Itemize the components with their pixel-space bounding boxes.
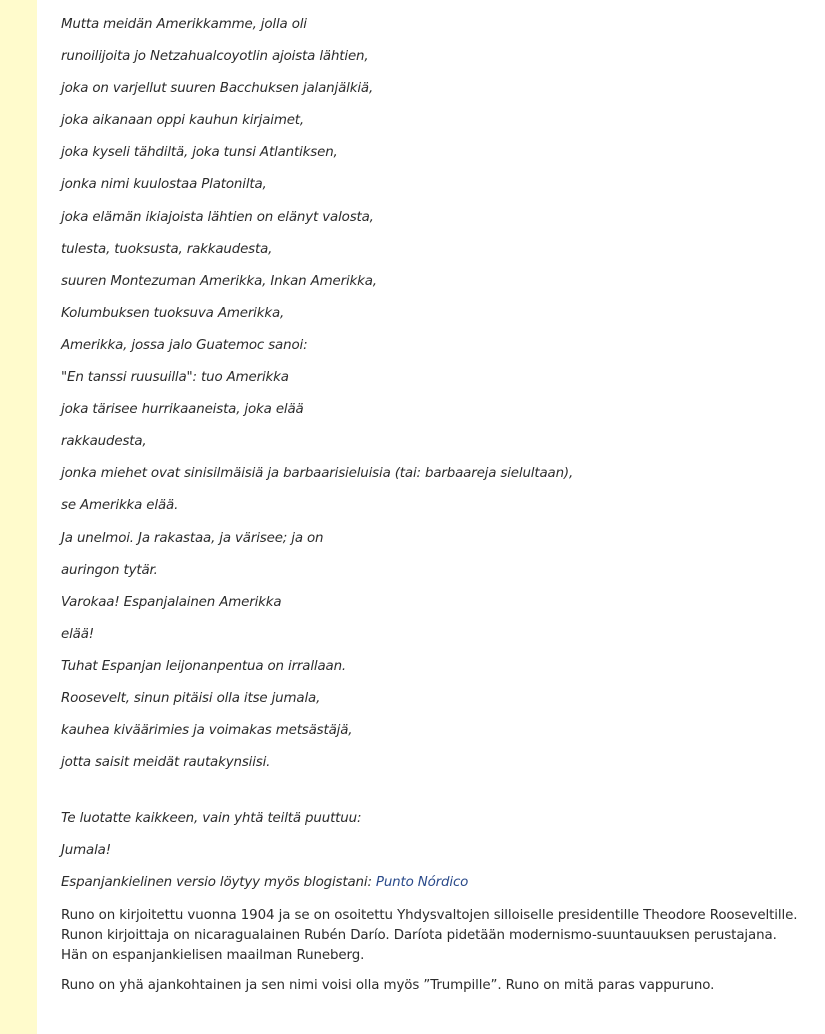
poem-line: jonka miehet ovat sinisilmäisiä ja barbaarisieluisia (tai: barbaareja sielultaan), [61, 466, 574, 482]
poem-line: Amerikka, jossa jalo Guatemoc sanoi: [61, 337, 308, 353]
poem-line: jotta saisit meidät rautakynsiisi. [61, 755, 271, 771]
poem-stanza-2 [61, 803, 801, 867]
poem-line: Varokaa! Espanjalainen Amerikka [61, 594, 282, 610]
poem-line: auringon tytär. [61, 562, 158, 578]
poem-line: "En tanssi ruusuilla": tuo Amerikka [61, 370, 289, 386]
poem-line: rakkaudesta, [61, 434, 147, 450]
poem-line: joka aikanaan oppi kauhun kirjaimet, [61, 113, 305, 129]
poem-line: Te luotatte kaikkeen, vain yhtä teiltä puuttuu: [61, 811, 362, 827]
poem-line: joka tärisee hurrikaaneista, joka elää [61, 402, 304, 418]
poem-line: jonka nimi kuulostaa Platonilta, [61, 177, 267, 193]
blog-note-text: Espanjankielinen versio löytyy myös blogistani: [61, 875, 376, 891]
poem-line: Tuhat Espanjan leijonanpentua on irrallaan. [61, 658, 347, 674]
closing-paragraph: Runo on yhä ajankohtainen ja sen nimi voisi olla myös ”Trumpille”. Runo on mitä paras vappuruno. [61, 977, 715, 993]
poem-line: runoilijoita jo Netzahualcoyotlin ajoista lähtien, [61, 49, 369, 65]
poem-stanza-1 [61, 0, 801, 779]
left-sidebar-band [0, 0, 37, 1034]
blog-note [61, 867, 801, 899]
punto-nordico-link[interactable]: Punto Nórdico [375, 875, 469, 891]
poem-line: tulesta, tuoksusta, rakkaudesta, [61, 241, 273, 257]
poem-line: kauhea kiväärimies ja voimakas metsästäjä, [61, 723, 353, 739]
poem-line: Ja unelmoi. Ja rakastaa, ja värisee; ja on [61, 530, 324, 546]
poem-line: Roosevelt, sinun pitäisi olla itse jumala, [61, 690, 321, 706]
poem-line: joka on varjellut suuren Bacchuksen jalanjälkiä, [61, 81, 374, 97]
poem-line: joka kyseli tähdiltä, joka tunsi Atlantiksen, [61, 145, 338, 161]
background-paragraph: Runo on kirjoitettu vuonna 1904 ja se on osoitettu Yhdysvaltojen silloiselle presidentille Theodore Rooseveltille. Runon kirjoittaja on nicaragualainen Rubén Darío. Daríota pidetään modernismo-suuntauuksen perustajana. Hän on espanjankielisen maailman Runeberg. [61, 907, 798, 963]
poem-line: Kolumbuksen tuoksuva Amerikka, [61, 305, 285, 321]
poem-line: elää! [61, 626, 94, 642]
post-content [61, 0, 801, 996]
poem-line: se Amerikka elää. [61, 498, 179, 514]
poem-line: joka elämän ikiajoista lähtien on elänyt valosta, [61, 209, 374, 225]
poem-line: Jumala! [61, 843, 111, 859]
poem-line: suuren Montezuman Amerikka, Inkan Amerikka, [61, 273, 377, 289]
poem-line: Mutta meidän Amerikkamme, jolla oli [61, 17, 307, 32]
